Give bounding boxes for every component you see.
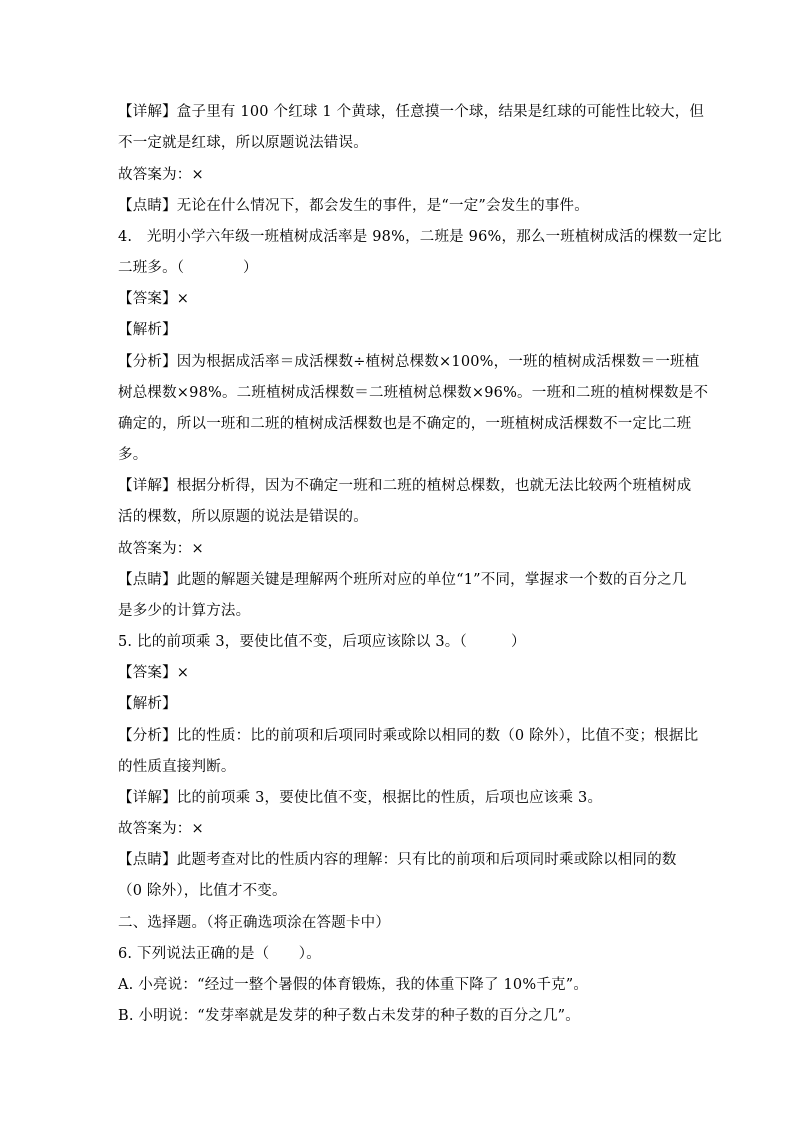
text-line: 【详解】根据分析得，因为不确定一班和二班的植树总棵数，也就无法比较两个班植树成 [118, 478, 692, 494]
text-line: 【点睛】此题的解题关键是理解两个班所对应的单位“1”不同，掌握求一个数的百分之几 [118, 572, 687, 588]
text-line: 确定的，所以一班和二班的植树成活棵数也是不确定的，一班植树成活棵数不一定比二班 [118, 416, 692, 432]
text-line: 【详解】比的前项乘 3，要使比值不变，根据比的性质，后项也应该乘 3。 [118, 790, 603, 806]
answer-line: 【答案】× [118, 291, 190, 307]
text-line: 不一定就是红球，所以原题说法错误。 [118, 135, 368, 151]
text-line: 故答案为：× [118, 167, 204, 183]
text-line: 【分析】比的性质：比的前项和后项同时乘或除以相同的数（0 除外），比值不变；根据比 [118, 728, 699, 744]
text-line: 多。 [118, 447, 148, 463]
text-line: 是多少的计算方法。 [118, 603, 251, 619]
text-line: 【分析】因为根据成活率＝成活棵数÷植树总棵数×100%，一班的植树成活棵数＝一班植 [118, 354, 700, 370]
analysis-heading: 【解析】 [118, 696, 177, 712]
question-5-line: 5. 比的前项乘 3，要使比值不变，后项应该除以 3。（ ） [118, 634, 526, 650]
text-line: 的性质直接判断。 [118, 759, 236, 775]
answer-line: 【答案】× [118, 665, 190, 681]
text-line: 故答案为：× [118, 821, 204, 837]
analysis-heading: 【解析】 [118, 322, 177, 338]
text-line: 故答案为：× [118, 541, 204, 557]
text-line: 二班多。（ ） [118, 260, 258, 276]
question-4-line: 4. 光明小学六年级一班植树成活率是 98%，二班是 96%，那么一班植树成活的棵数一定比 [118, 229, 723, 245]
question-6-line: 6. 下列说法正确的是（ ）。 [118, 946, 321, 962]
section-heading: 二、选择题。（将正确选项涂在答题卡中） [118, 915, 391, 931]
text-line: 【点睛】此题考查对比的性质内容的理解：只有比的前项和后项同时乘或除以相同的数 [118, 852, 677, 868]
text-line: 【点睛】无论在什么情况下，都会发生的事件，是“一定”会发生的事件。 [118, 198, 589, 214]
text-line: 【详解】盒子里有 100 个红球 1 个黄球，任意摸一个球，结果是红球的可能性比较大，但 [118, 104, 705, 120]
text-line: 树总棵数×98%。二班植树成活棵数＝二班植树总棵数×96%。一班和二班的植树棵数是不 [118, 385, 709, 401]
text-line: （0 除外），比值才不变。 [118, 883, 287, 899]
text-line: 活的棵数，所以原题的说法是错误的。 [118, 509, 368, 525]
option-b: B. 小明说：“发芽率就是发芽的种子数占未发芽的种子数的百分之几”。 [118, 1008, 580, 1024]
option-a: A. 小亮说：“经过一整个暑假的体育锻炼，我的体重下降了 10%千克”。 [118, 977, 589, 993]
